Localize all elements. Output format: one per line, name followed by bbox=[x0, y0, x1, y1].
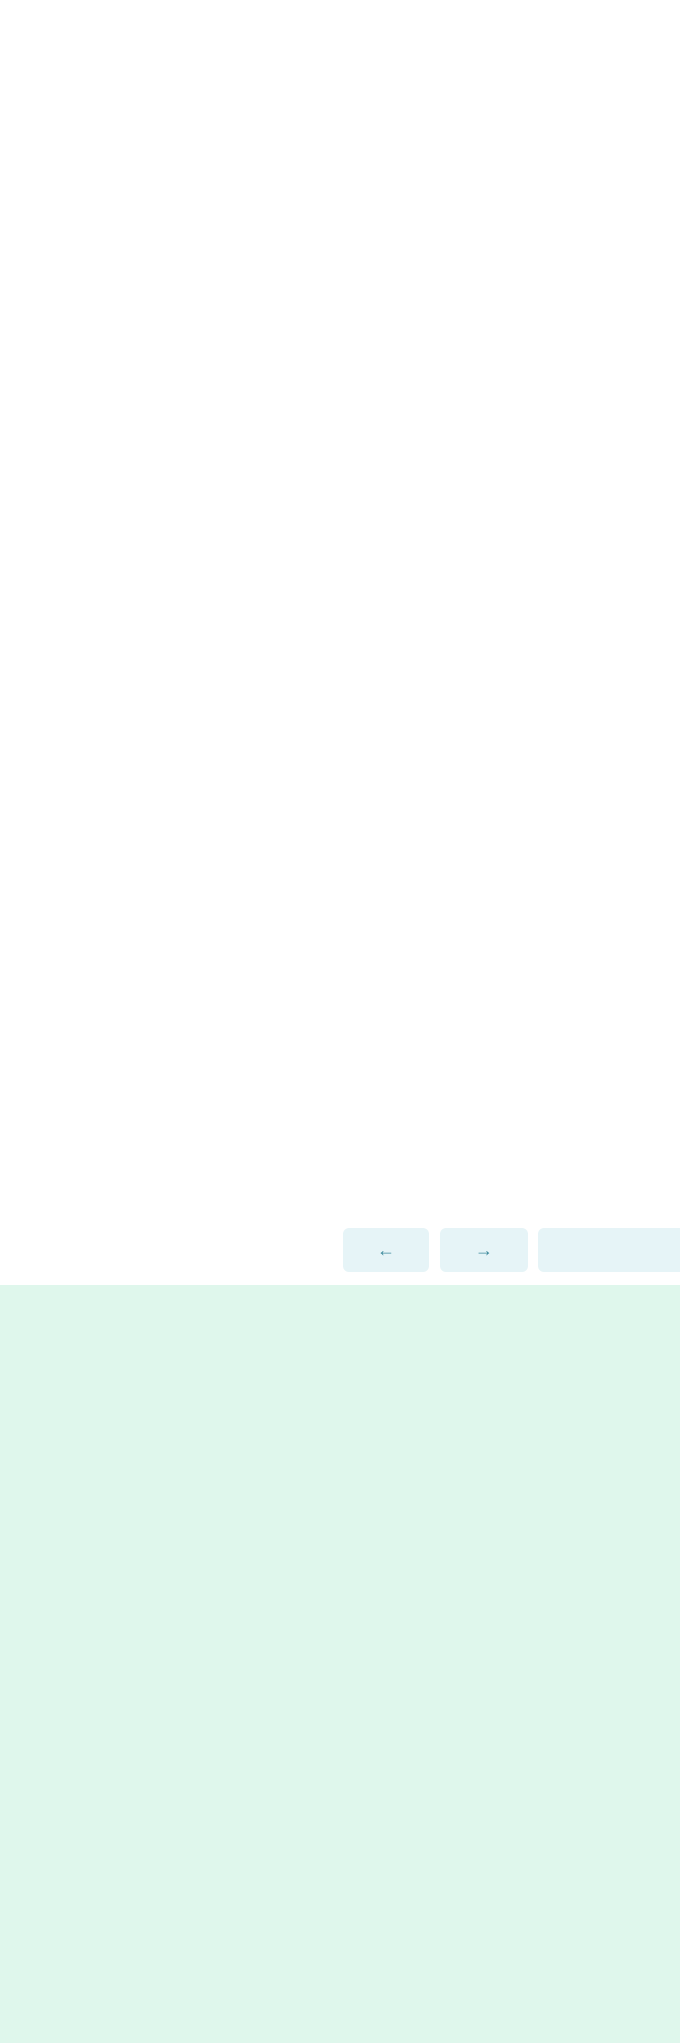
next-exercise-button[interactable] bbox=[440, 1228, 528, 1272]
arrow-right-icon: → bbox=[475, 1239, 493, 1260]
arrow-left-icon: ← bbox=[377, 1239, 395, 1260]
answer-text-green bbox=[0, 1285, 680, 2043]
answer-text-top bbox=[0, 22, 680, 1232]
all-exercises-button[interactable] bbox=[538, 1228, 680, 1272]
prev-exercise-button[interactable] bbox=[343, 1228, 429, 1272]
